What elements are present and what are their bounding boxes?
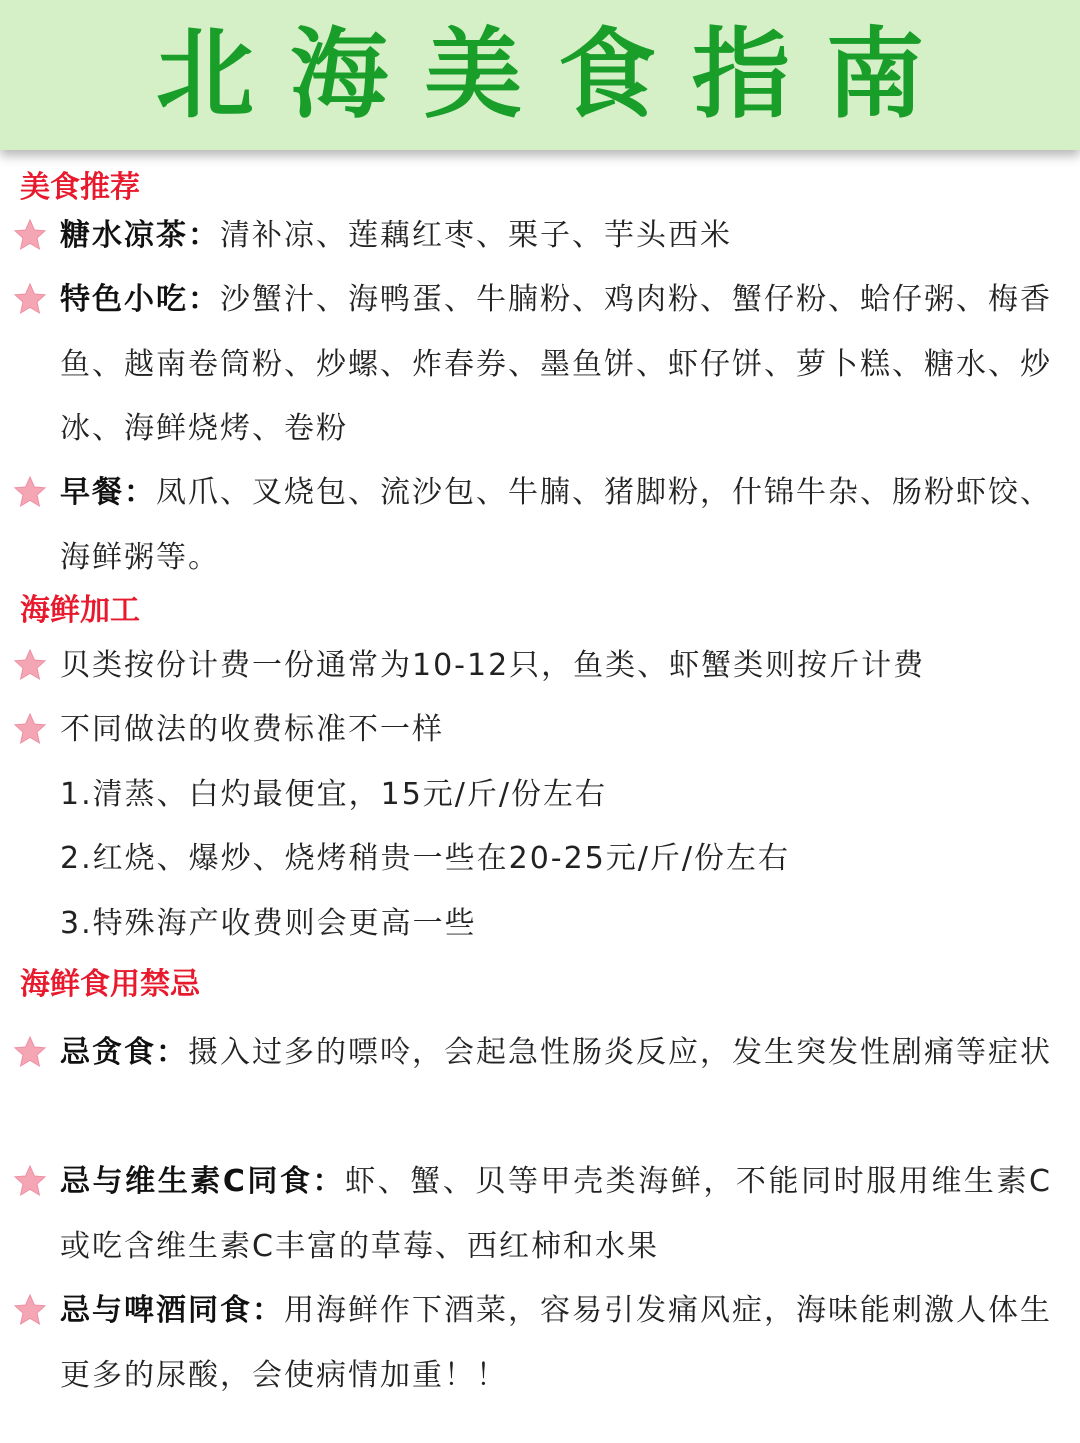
item-label: 忌与维生素C同食：: [60, 1164, 346, 1199]
item-label: 特色小吃：: [60, 282, 220, 317]
page-title: 北海美食指南: [155, 18, 960, 132]
item-text: 清补凉、莲藕红枣、栗子、芋头西米: [220, 218, 732, 253]
star-bullet-icon: [12, 711, 48, 747]
title-banner: [0, 0, 1080, 150]
item-label: 糖水凉茶：: [60, 218, 220, 253]
price-line: 3.特殊海产收费则会更高一些: [60, 906, 477, 941]
star-bullet-icon: [12, 647, 48, 683]
section-title-food-recommend: 美食推荐: [20, 170, 140, 205]
list-item: [60, 1150, 1052, 1279]
list-item: [60, 634, 1052, 699]
star-bullet-icon: [12, 1163, 48, 1199]
star-bullet-icon: [12, 281, 48, 317]
item-text: 虾、蟹、贝等甲壳类海鲜，不能同时服用维生素C或吃含维生素C丰富的草莓、西红柿和水果: [60, 1164, 1052, 1264]
price-line: 1.清蒸、白灼最便宜，15元/斤/份左右: [60, 777, 608, 812]
list-item: [60, 1279, 1052, 1408]
item-text: 沙蟹汁、海鸭蛋、牛腩粉、鸡肉粉、蟹仔粉、蛤仔粥、梅香鱼、越南卷筒粉、炒螺、炸春券、墨鱼饼、虾仔饼、萝卜糕、糖水、炒冰、海鲜烧烤、卷粉: [60, 282, 1052, 446]
star-bullet-icon: [12, 474, 48, 510]
item-label: 忌与啤酒同食：: [60, 1293, 284, 1328]
section-title-seafood-taboos: 海鲜食用禁忌: [20, 967, 200, 1002]
section-title-seafood-processing: 海鲜加工: [20, 593, 140, 628]
list-item: [60, 204, 1052, 269]
item-text: 摄入过多的嘌呤，会起急性肠炎反应，发生突发性剧痛等症状: [188, 1035, 1052, 1070]
item-text: 不同做法的收费标准不一样: [60, 712, 444, 747]
item-label: 忌贪食：: [60, 1035, 188, 1070]
item-label: 早餐：: [60, 475, 156, 510]
item-text: 贝类按份计费一份通常为10-12只，鱼类、虾蟹类则按斤计费: [60, 648, 926, 683]
star-bullet-icon: [12, 217, 48, 253]
price-line: 2.红烧、爆炒、烧烤稍贵一些在20-25元/斤/份左右: [60, 841, 791, 876]
list-item: [60, 1021, 1052, 1086]
item-text: 凤爪、叉烧包、流沙包、牛腩、猪脚粉，什锦牛杂、肠粉虾饺、海鲜粥等。: [60, 475, 1052, 575]
star-bullet-icon: [12, 1034, 48, 1070]
star-bullet-icon: [12, 1292, 48, 1328]
item-text: 用海鲜作下酒菜，容易引发痛风症，海味能刺激人体生更多的尿酸，会使病情加重！！: [60, 1293, 1052, 1393]
list-item: [60, 268, 1052, 462]
list-item: [60, 461, 1052, 590]
list-item: [60, 698, 1052, 763]
